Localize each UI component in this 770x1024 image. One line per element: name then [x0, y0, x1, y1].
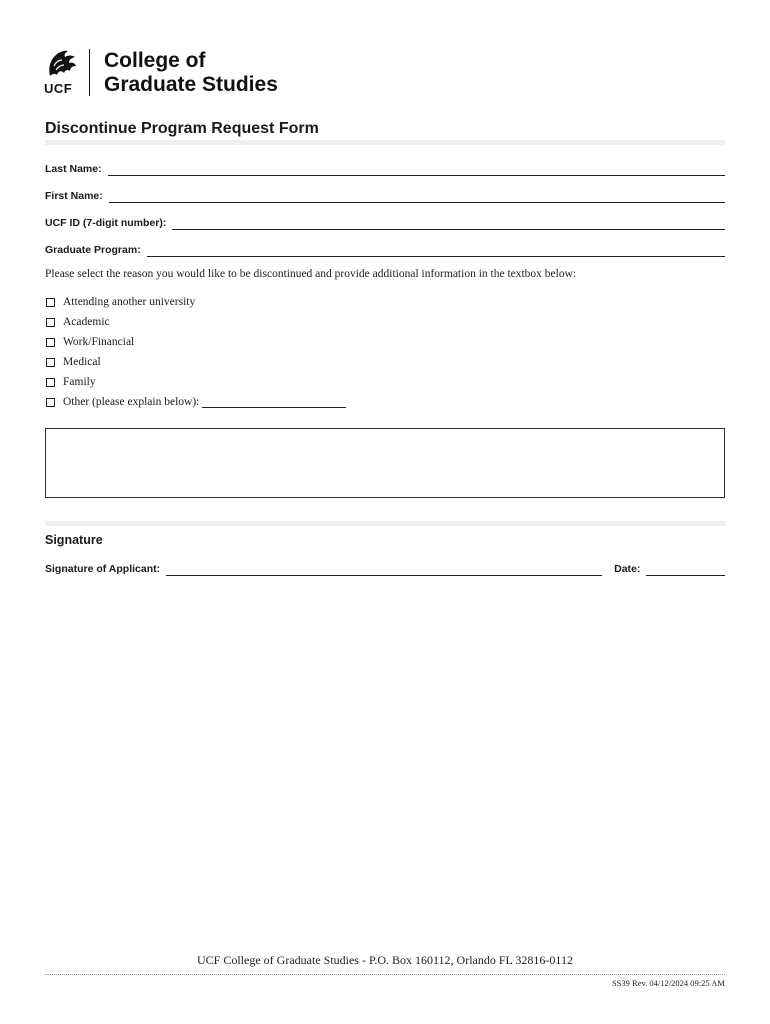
date-label: Date:	[614, 563, 641, 575]
logo-divider	[89, 49, 90, 96]
signature-applicant-field[interactable]	[166, 566, 602, 576]
title-divider-bar	[45, 140, 725, 145]
reason-checkbox-attending-another-university[interactable]	[46, 298, 55, 307]
date-field[interactable]	[646, 566, 725, 576]
last-name-row	[45, 160, 725, 176]
footer-address: UCF College of Graduate Studies - P.O. Box 160112, Orlando FL 32816-0112	[197, 953, 573, 967]
reason-label: Academic	[63, 316, 110, 328]
ucf-pegasus-logo-icon	[44, 46, 76, 80]
reason-checkbox-other[interactable]	[46, 398, 55, 407]
college-name-line2: Graduate Studies	[104, 73, 278, 96]
reason-option	[45, 394, 346, 410]
form-title: Discontinue Program Request Form	[45, 120, 319, 137]
footer-divider	[45, 974, 725, 975]
reason-option	[45, 374, 96, 390]
signature-row	[45, 560, 725, 576]
ucf-id-field[interactable]	[172, 220, 725, 230]
college-name-line1: College of	[104, 49, 206, 72]
ucf-id-row	[45, 214, 725, 230]
first-name-field[interactable]	[109, 193, 725, 203]
revision-stamp: SS39 Rev. 04/12/2024 09:25 AM	[611, 978, 725, 988]
reason-label: Other (please explain below):	[63, 396, 200, 408]
reason-checkbox-work-financial[interactable]	[46, 338, 55, 347]
reason-checkbox-academic[interactable]	[46, 318, 55, 327]
reason-label: Medical	[63, 356, 101, 368]
ucf-wordmark: UCF	[44, 81, 73, 96]
reason-option	[45, 314, 110, 330]
reason-checkbox-medical[interactable]	[46, 358, 55, 367]
signature-divider-bar	[45, 521, 725, 526]
reason-label: Attending another university	[63, 296, 196, 308]
reason-option	[45, 294, 195, 310]
first-name-row	[45, 187, 725, 203]
last-name-field[interactable]	[108, 166, 725, 176]
last-name-label: Last Name:	[45, 163, 102, 175]
graduate-program-row	[45, 241, 725, 257]
graduate-program-field[interactable]	[147, 247, 725, 257]
signature-heading: Signature	[45, 533, 103, 547]
ucf-id-label: UCF ID (7-digit number):	[45, 217, 167, 229]
first-name-label: First Name:	[45, 190, 103, 202]
explanation-textbox[interactable]	[45, 428, 725, 498]
reason-label: Work/Financial	[63, 336, 135, 348]
other-reason-field[interactable]	[202, 397, 346, 408]
graduate-program-label: Graduate Program:	[45, 244, 141, 256]
reason-checkbox-family[interactable]	[46, 378, 55, 387]
reason-option	[45, 354, 101, 370]
signature-applicant-label: Signature of Applicant:	[45, 563, 161, 575]
reason-label: Family	[63, 376, 96, 388]
instructions-text: Please select the reason you would like to be discontinued and provide additional information in the textbox below:	[45, 268, 577, 280]
reason-option	[45, 334, 134, 350]
